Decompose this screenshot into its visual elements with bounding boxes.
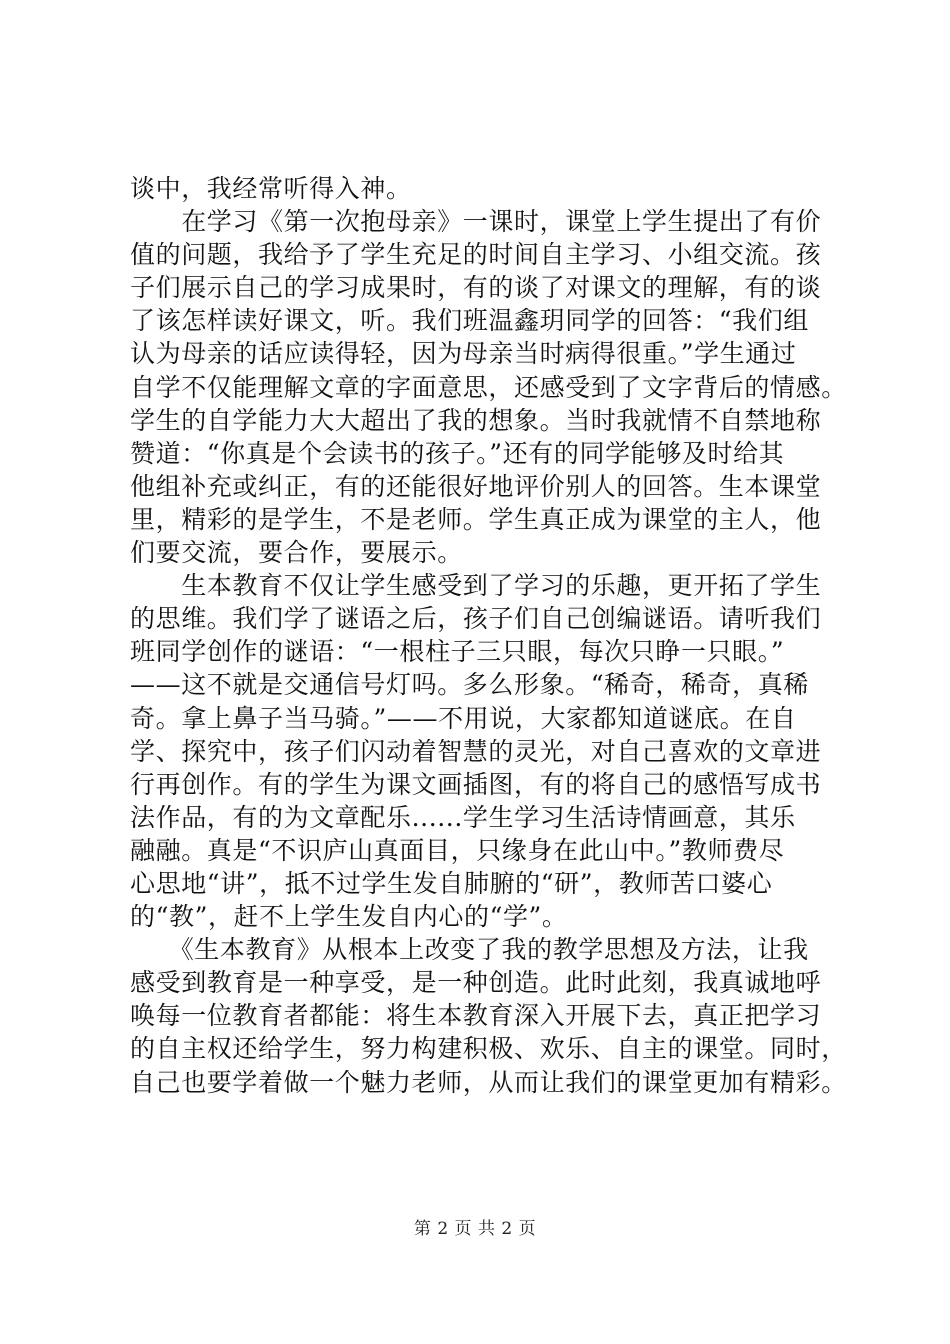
text-line: 子们展示自己的学习成果时，有的谈了对课文的理解，有的谈 xyxy=(130,273,822,303)
text-line: 生本教育不仅让学生感受到了学习的乐趣，更开拓了学生 xyxy=(130,571,822,601)
text-line: 谈中，我经常听得入神。 xyxy=(130,174,412,203)
text-line: 自学不仅能理解文章的字面意思，还感受到了文字背后的情感。 xyxy=(130,372,847,402)
text-line: 的思维。我们学了谜语之后，孩子们自己创编谜语。请听我们 xyxy=(130,604,822,634)
text-line: 唤每一位教育者都能：将生本教育深入开展下去，真正把学习 xyxy=(130,1001,822,1031)
text-line: 学、探究中，孩子们闪动着智慧的灵光，对自己喜欢的文章进 xyxy=(130,736,822,766)
text-line: 自己也要学着做一个魅力老师，从而让我们的课堂更加有精彩。 xyxy=(130,1067,847,1097)
text-line: 值的问题，我给予了学生充足的时间自主学习、小组交流。孩 xyxy=(130,240,822,270)
text-line: 的自主权还给学生，努力构建积极、欢乐、自主的课堂。同时， xyxy=(130,1034,847,1064)
text-line: 行再创作。有的学生为课文画插图，有的将自己的感悟写成书 xyxy=(130,769,822,799)
text-line: 《生本教育》从根本上改变了我的教学思想及方法，让我 xyxy=(130,935,809,965)
text-line: 赞道：“你真是个会读书的孩子。”还有的同学能够及时给其 xyxy=(130,438,785,468)
text-line: 在学习《第一次抱母亲》一课时，课堂上学生提出了有价 xyxy=(130,207,822,237)
text-line: 感受到教育是一种享受，是一种创造。此时此刻，我真诚地呼 xyxy=(130,968,822,998)
text-line: 心思地“讲”，抵不过学生发自肺腑的“研”，教师苦口婆心 xyxy=(130,868,773,898)
text-line: 奇。拿上鼻子当马骑。”——不用说，大家都知道谜底。在自 xyxy=(130,703,797,733)
text-line: 里，精彩的是学生，不是老师。学生真正成为课堂的主人，他 xyxy=(130,504,822,534)
text-line: 学生的自学能力大大超出了我的想象。当时我就情不自禁地称 xyxy=(130,405,822,435)
text-line: 们要交流，要合作，要展示。 xyxy=(130,538,463,568)
document-body xyxy=(130,172,847,1099)
text-line: 的“教”，赶不上学生发自内心的“学”。 xyxy=(130,902,568,932)
text-line: 他组补充或纠正，有的还能很好地评价别人的回答。生本课堂 xyxy=(130,471,822,501)
text-line: 班同学创作的谜语：“一根柱子三只眼，每次只睁一只眼。” xyxy=(130,637,785,667)
text-line: 认为母亲的话应读得轻，因为母亲当时病得很重。”学生通过 xyxy=(130,339,797,369)
text-line: 了该怎样读好课文，听。我们班温鑫玥同学的回答：“我们组 xyxy=(130,306,809,336)
text-line: 融融。真是“不识庐山真面目，只缘身在此山中。”教师费尽 xyxy=(130,835,785,865)
text-line: 法作品，有的为文章配乐......学生学习生活诗情画意，其乐 xyxy=(130,802,796,832)
text-line: ——这不就是交通信号灯吗。多么形象。“稀奇，稀奇，真稀 xyxy=(130,670,809,700)
page-number-footer: 第 2 页 共 2 页 xyxy=(413,1219,537,1239)
